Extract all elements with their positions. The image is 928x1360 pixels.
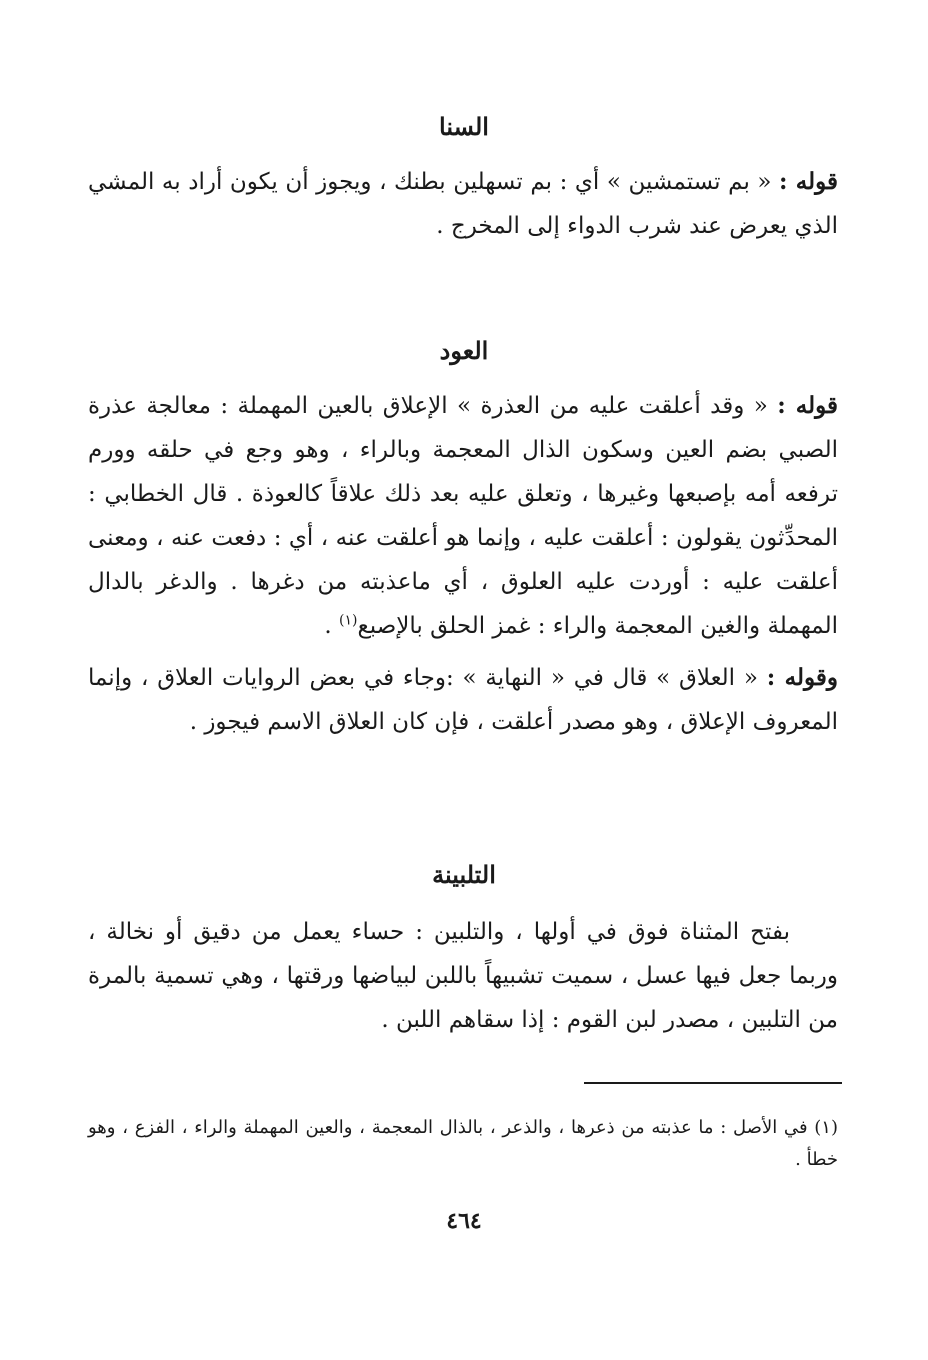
section-title-talbina: التلبينة	[432, 860, 496, 889]
paragraph-lead: قوله :	[779, 168, 838, 195]
section-body-sana	[88, 160, 838, 248]
section-body-oud	[88, 384, 838, 744]
section-title-sana: السنا	[439, 112, 489, 141]
footnote: (١) في الأصل : ما عذبته من ذعرها ، والذعر ، بالذال المعجمة ، والعين المهملة والراء ، الفزع ، وهو خطأ .	[88, 1117, 838, 1170]
paragraph	[88, 160, 838, 248]
section-title-oud: العود	[439, 336, 489, 365]
paragraph	[88, 384, 838, 648]
paragraph-text: « بم تستمشين » أي : بم تسهلين بطنك ، ويجوز أن يكون أراد به المشي الذي يعرض عند شرب الدواء إلى المخرج .	[88, 169, 838, 239]
paragraph-text: « العلاق » قال في « النهاية » :وجاء في بعض الروايات العلاق ، وإنما المعروف الإعلاق ، وهو مصدر أعلقت ، فإن كان العلاق الاسم فيجوز .	[88, 665, 838, 735]
footnote-reference: (١)	[339, 612, 358, 629]
section-body-talbina	[88, 910, 838, 1042]
footnote-separator	[584, 1082, 842, 1084]
paragraph-lead: قوله :	[777, 392, 838, 419]
page-number: ٤٦٤	[446, 1208, 482, 1234]
paragraph	[88, 910, 838, 1042]
paragraph-text: بفتح المثناة فوق في أولها ، والتلبين : حساء يعمل من دقيق أو نخالة ، وربما جعل فيها عسل ، سميت تشبيهاً باللبن لبياضها ورقتها ، وهي تسمية بالمرة من التلبين ، مصدر لبن القوم : إذا سقاهم اللبن .	[88, 919, 838, 1033]
paragraph-tail: .	[324, 613, 340, 639]
paragraph	[88, 656, 838, 744]
paragraph-text: « وقد أعلقت عليه من العذرة » الإعلاق بالعين المهملة : معالجة عذرة الصبي بضم العين وسكون الذال المعجمة وبالراء ، وهو وجع في حلقه وورم ترفعه أمه بإصبعها وغيرها ، وتعلق عليه بعد ذلك علاقاً كالعوذة . قال الخطابي : المحدِّثون يقولون : أعلقت عليه ، وإنما هو أعلقت عنه ، أي : دفعت عنه ، ومعنى أعلقت عليه : أوردت عليه العلوق ، أي ماعذبته من دغرها . والدغر بالدال المهملة والغين المعجمة والراء : غمز الحلق بالإصبع	[88, 393, 838, 639]
paragraph-lead: وقوله :	[766, 664, 838, 691]
